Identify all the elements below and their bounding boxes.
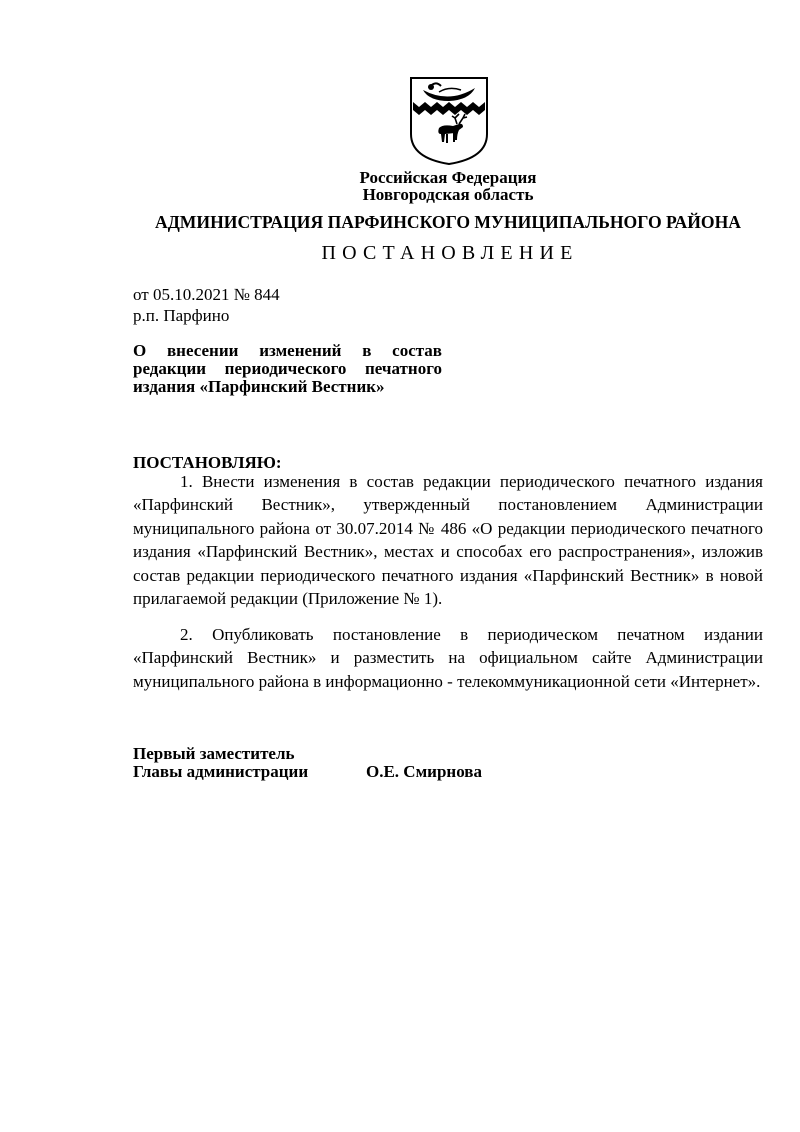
resolve-heading: ПОСТАНОВЛЯЮ: xyxy=(133,453,282,472)
document-subject: О внесении изменений в состав редакции периодического печатного издания «Парфинский Вестник» xyxy=(133,341,442,396)
header-region: Новгородская область xyxy=(362,185,534,204)
signatory-position-line1: Первый заместитель xyxy=(133,744,295,763)
signatory-name: О.Е. Смирнова xyxy=(366,762,482,781)
document-type-title: ПОСТАНОВЛЕНИЕ xyxy=(321,242,579,264)
document-place: р.п. Парфино xyxy=(133,306,230,325)
document-date-number: от 05.10.2021 № 844 xyxy=(133,285,280,304)
resolution-item-1: 1. Внести изменения в состав редакции периодического печатного издания «Парфинский Вестник», утвержденный постановлением Администрации муниципального района от 30.07.2014 № 486 «О редакции периодического печатного издания «Парфинский Вестник», местах и способах его распространения», изложив состав редакции периодического печатного издания «Парфинский Вестник» в новой прилагаемой редакции (Приложение № 1). xyxy=(133,472,763,609)
header-country: Российская Федерация xyxy=(359,168,537,187)
administration-title: АДМИНИСТРАЦИЯ ПАРФИНСКОГО МУНИЦИПАЛЬНОГО РАЙОНА xyxy=(154,212,741,232)
signatory-position-line2: Главы администрации xyxy=(133,762,309,781)
parfino-coat-of-arms-icon xyxy=(409,76,489,166)
resolution-item-2: 2. Опубликовать постановление в периодическом печатном издании «Парфинский Вестник» и разместить на официальном сайте Администрации муниципального района в информационно - телекоммуникационной сети «Интернет». xyxy=(133,625,763,691)
